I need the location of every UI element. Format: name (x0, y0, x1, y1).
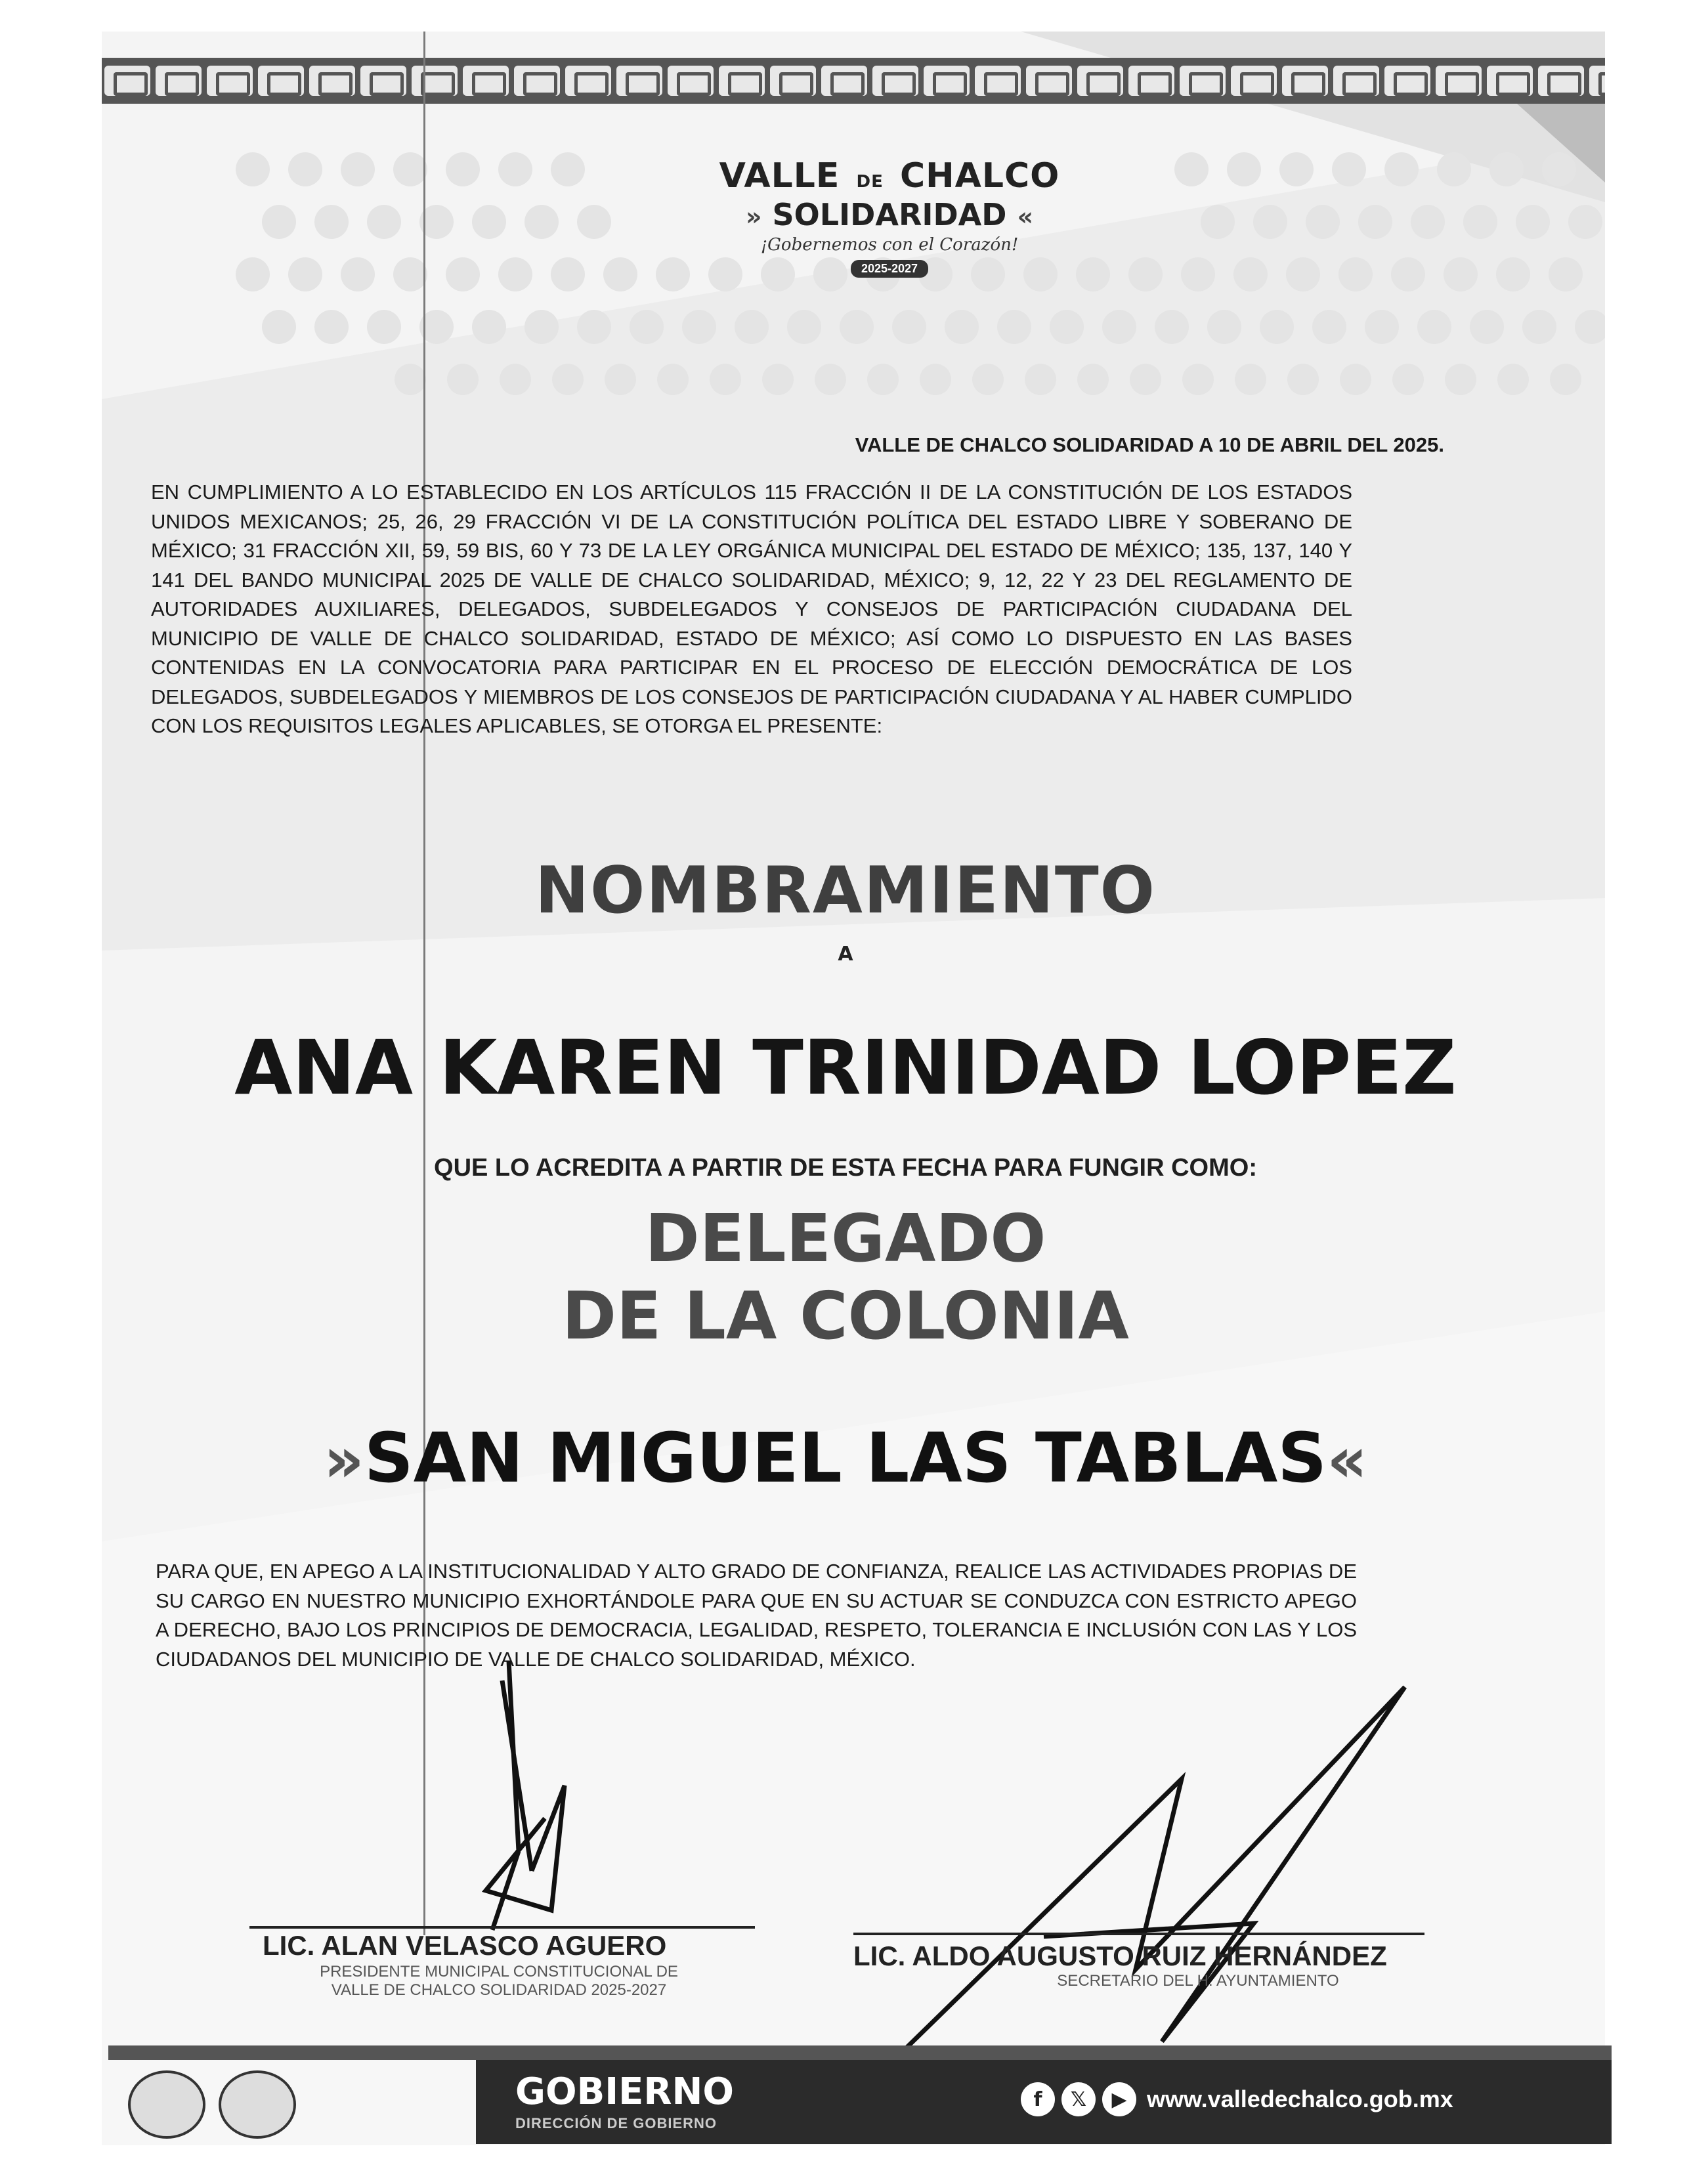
appointee-name: ANA KAREN TRINIDAD LOPEZ (234, 1024, 1457, 1111)
signer-1-role-line-1: PRESIDENTE MUNICIPAL CONSTITUCIONAL DE (320, 1963, 678, 1981)
decorative-border (102, 58, 1605, 104)
logo-word-chalco: CHALCO (899, 156, 1060, 196)
website-link[interactable]: www.valledechalco.gob.mx (1147, 2086, 1453, 2112)
colonia-banner (0, 1418, 1691, 1498)
legal-intro-paragraph: EN CUMPLIMIENTO A LO ESTABLECIDO EN LOS ARTÍCULOS 115 FRACCIÓN II DE LA CONSTITUCIÓN DE LOS ESTADOS UNIDOS MEXICANOS; 25, 26, 29 FRACCIÓN VI DE LA CONSTITUCIÓN POLÍTICA DEL ESTADO LIBRE Y SOBERANO DE MÉXICO; 31 FRACCIÓN XII, 59, 59 BIS, 60 Y 73 DE LA LEY ORGÁNICA MUNICIPAL DEL ESTADO DE MÉXICO; 135, 137, 140 Y 141 DEL BANDO MUNICIPAL 2025 DE VALLE DE CHALCO SOLIDARIDAD, MÉXICO; 9, 12, 22 Y 23 DEL REGLAMENTO DE AUTORIDADES AUXILIARES, DELEGADOS, SUBDELEGADOS Y CONSEJOS DE PARTICIPACIÓN CIUDADANA DEL MUNICIPIO DE VALLE DE CHALCO SOLIDARIDAD, ESTADO DE MÉXICO; ASÍ COMO LO DISPUESTO EN LAS BASES CONTENIDAS EN LA CONVOCATORIA PARA PARTICIPAR EN EL PROCESO DE ELECCIÓN DEMOCRÁTICA DE LOS DELEGADOS, SUBDELEGADOS Y MIEMBROS DE LOS CONSEJOS DE PARTICIPACIÓN CIUDADANA Y AL HABER CUMPLIDO CON LOS REQUISITOS LEGALES APLICABLES, SE OTORGA EL PRESENTE: (151, 481, 1352, 737)
leaf-right-icon: « (1017, 202, 1034, 231)
signature-line-2 (853, 1933, 1424, 1935)
signer-1-role (282, 1963, 716, 2000)
colonia-name: SAN MIGUEL LAS TABLAS (364, 1418, 1327, 1498)
closing-paragraph: PARA QUE, EN APEGO A LA INSTITUCIONALIDAD Y ALTO GRADO DE CONFIANZA, REALICE LAS ACTIVIDADES PROPIAS DE SU CARGO EN NUESTRO MUNICIPIO EXHORTÁNDOLE PARA QUE EN SU ACTUAR SE CONDUZCA CON ESTRICTO APEGO A DERECHO, BAJO LOS PRINCIPIOS DE DEMOCRACIA, LEGALIDAD, RESPETO, TOLERANCIA E INCLUSIÓN CON LAS Y LOS CIUDADANOS DEL MUNICIPIO DE VALLE DE CHALCO SOLIDARIDAD, MÉXICO. (156, 1560, 1357, 1671)
x-icon[interactable]: 𝕏 (1061, 2082, 1096, 2116)
facebook-icon[interactable]: f (1021, 2082, 1055, 2116)
leaf-right-icon: « (1327, 1423, 1368, 1497)
logo-word-de: DE (856, 172, 884, 192)
signer-2-name: LIC. ALDO AUGUSTO RUIZ HERNÁNDEZ (853, 1940, 1387, 1971)
logo-word-valle: VALLE (719, 156, 840, 196)
document-title: NOMBRAMIENTO (535, 853, 1156, 928)
handwritten-signature-2 (886, 1674, 1424, 2068)
date-line: VALLE DE CHALCO SOLIDARIDAD A 10 DE ABRIL DEL 2025. (855, 433, 1444, 456)
role-title (0, 1200, 1691, 1355)
youtube-icon[interactable]: ▶ (1102, 2082, 1136, 2116)
role-line-1: DELEGADO (645, 1200, 1046, 1277)
signer-2-role: SECRETARIO DEL H. AYUNTAMIENTO (1057, 1972, 1339, 1990)
footer-bar (108, 2045, 1612, 2144)
department-subtitle: DIRECCIÓN DE GOBIERNO (515, 2115, 717, 2131)
leaf-left-icon: » (745, 202, 762, 231)
leaf-left-icon: » (323, 1423, 364, 1497)
state-emblem-icon (128, 2070, 205, 2139)
logo-slogan: ¡Gobernemos con el Corazón! (760, 235, 1019, 255)
handwritten-signature-1 (446, 1654, 617, 1937)
role-line-2: DE LA COLONIA (562, 1277, 1129, 1354)
footer-emblems (128, 2070, 296, 2139)
logo-solidaridad: SOLIDARIDAD (772, 197, 1007, 232)
social-links (1021, 2082, 1453, 2116)
logo-period-badge: 2025-2027 (851, 260, 928, 278)
municipal-logo (647, 156, 1132, 278)
accreditation-line: QUE LO ACREDITA A PARTIR DE ESTA FECHA PARA FUNGIR COMO: (434, 1154, 1257, 1182)
signer-1-name: LIC. ALAN VELASCO AGUERO (263, 1930, 667, 1961)
signature-line-1 (249, 1926, 755, 1929)
department-name: GOBIERNO (515, 2070, 734, 2113)
signer-1-role-line-2: VALLE DE CHALCO SOLIDARIDAD 2025-2027 (331, 1981, 667, 1999)
title-connector: A (838, 943, 853, 966)
municipal-emblem-icon (219, 2070, 296, 2139)
